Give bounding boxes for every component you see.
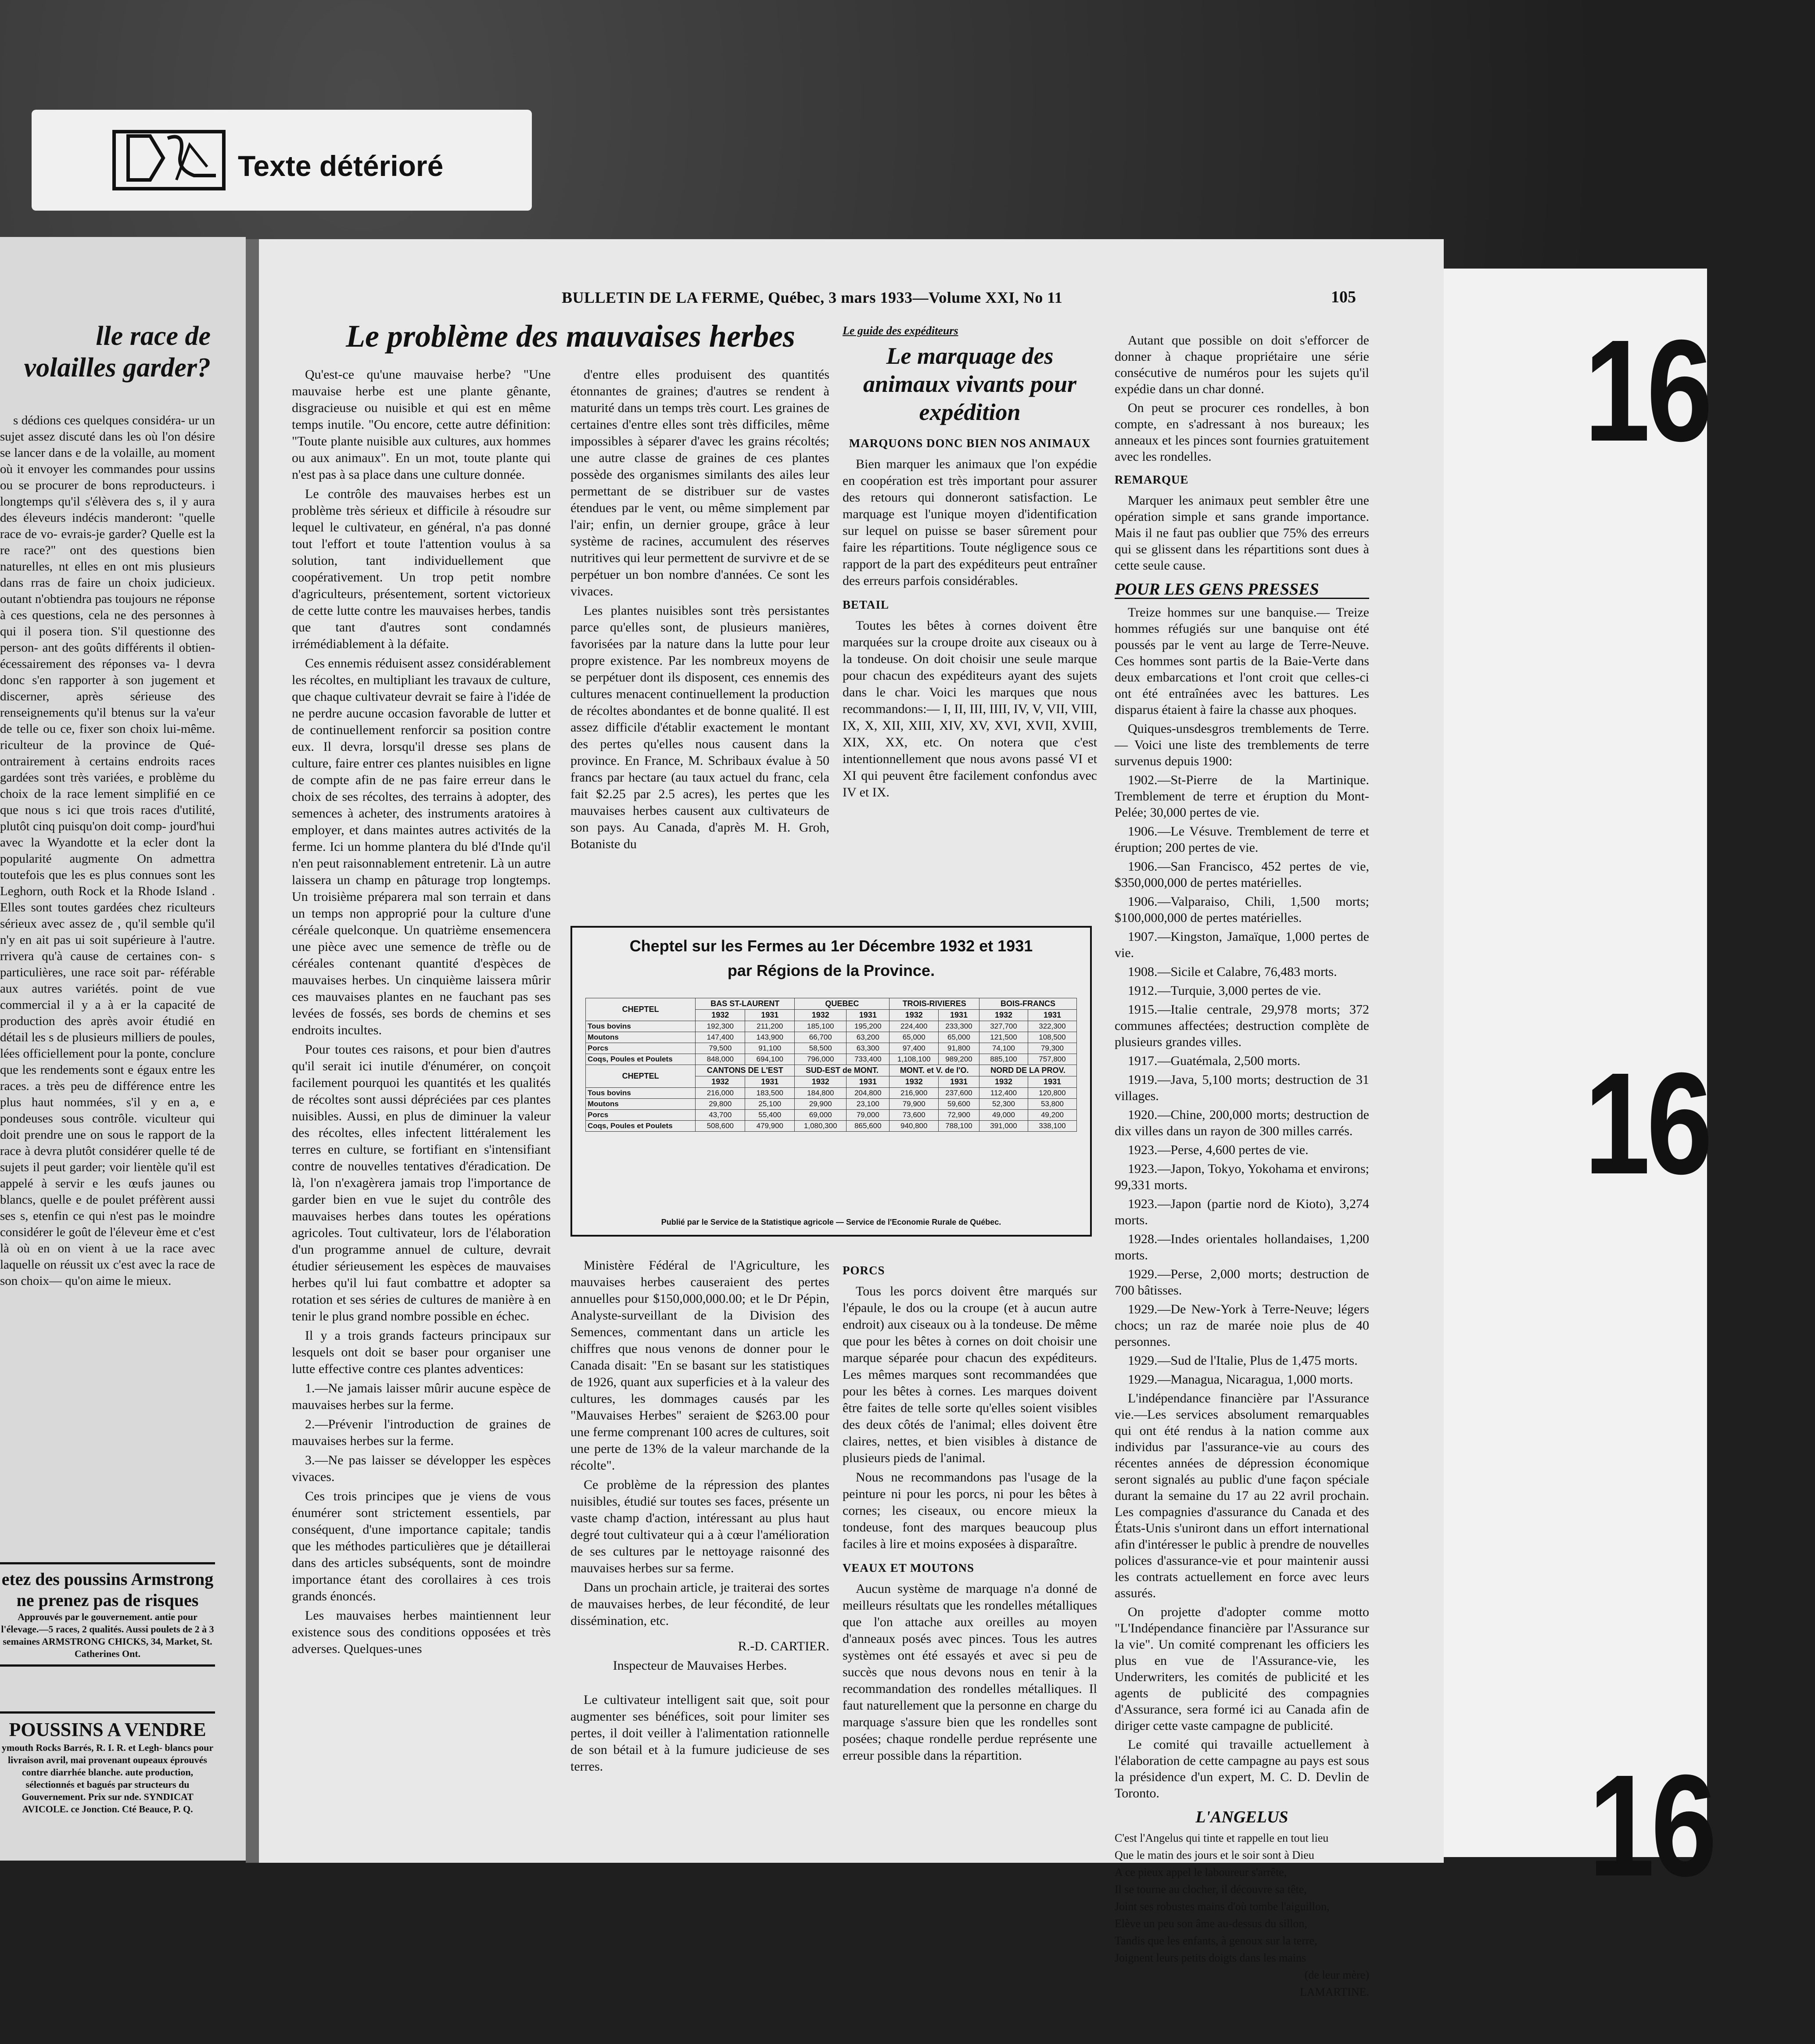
paragraph: Autant que possible on doit s'efforcer de donner à chaque propriétaire une série consécutive de numéros pour les sujets qu'il expédie dans un char donné.	[1115, 333, 1369, 396]
table-row	[586, 1088, 1077, 1099]
table-cell: 79,300	[1028, 1043, 1076, 1054]
paragraph: 1.—Ne jamais laisser mûrir aucune espèce de mauvaises herbes sur la ferme.	[292, 1381, 551, 1412]
row-label: Coqs, Poules et Poulets	[586, 1121, 696, 1132]
paragraph: Les mauvaises herbes maintiennent leur existence sous des conditions opposées et très adverses. Quelques-unes	[292, 1608, 551, 1656]
table-row	[586, 1099, 1077, 1110]
news-item: 1915.—Italie centrale, 29,978 morts; 372 communes affectées; destruction complète de plusieurs grandes villes.	[1115, 1002, 1369, 1049]
row-label: Coqs, Poules et Poulets	[586, 1054, 696, 1065]
table-cell: 43,700	[696, 1110, 745, 1121]
column-header: TROIS-RIVIERES	[890, 998, 979, 1010]
table-cell: 195,200	[847, 1021, 890, 1032]
running-head: BULLETIN DE LA FERME, Québec, 3 mars 1933—Volume XXI, No 11	[562, 289, 1063, 306]
news-item: 1923.—Japon (partie nord de Kioto), 3,274 morts.	[1115, 1197, 1369, 1227]
row-label: Moutons	[586, 1032, 696, 1043]
table-cell: 796,000	[795, 1054, 847, 1065]
year-header: 1932	[795, 1010, 847, 1021]
article-title-weeds: Le problème des mauvaises herbes	[346, 319, 795, 354]
table-cell: 989,200	[939, 1054, 979, 1065]
table-bottom-body	[586, 1088, 1077, 1132]
subheading: MARQUONS DONC BIEN NOS ANIMAUX	[849, 437, 1091, 450]
paragraph: Il y a trois grands facteurs principaux sur lesquels ont doit se baser pour organiser une lutte effective contre ces plantes adventices:	[292, 1328, 551, 1376]
table-header-row	[586, 1065, 1077, 1076]
poem-lines	[1115, 1831, 1369, 1965]
news-item: 1906.—San Francisco, 452 pertes de vie, $350,000,000 de pertes matérielles.	[1115, 859, 1369, 890]
table-cell: 192,300	[696, 1021, 745, 1032]
news-item: 1923.—Japon, Tokyo, Yokohama et environs; 99,331 morts.	[1115, 1162, 1369, 1192]
deteriorated-document-icon	[111, 127, 229, 193]
paragraph: Dans un prochain article, je traiterai des sortes de mauvaises herbes, de leur fécondité, de leur dissémination, etc.	[570, 1580, 829, 1628]
table-row	[586, 1021, 1077, 1032]
table-cell: 183,500	[745, 1088, 795, 1099]
subheading-betail: BETAIL	[843, 598, 890, 611]
news-item: 1902.—St-Pierre de la Martinique. Tremblement de terre et éruption du Mont-Pelée; 30,000 pertes de vie.	[1115, 773, 1369, 820]
year-header: 1931	[1028, 1010, 1076, 1021]
table-cell: 479,900	[745, 1121, 795, 1132]
table-cell: 73,600	[890, 1110, 939, 1121]
table-cell: 49,200	[1028, 1110, 1076, 1121]
paragraph: 3.—Ne pas laisser se développer les espèces vivaces.	[292, 1453, 551, 1484]
news-item: 1906.—Valparaiso, Chili, 1,500 morts; $100,000,000 de pertes matérielles.	[1115, 894, 1369, 925]
table-cell: 216,900	[890, 1088, 939, 1099]
year-header: 1932	[979, 1076, 1028, 1088]
column-header: QUEBEC	[795, 998, 890, 1010]
table-cell: 66,700	[795, 1032, 847, 1043]
table-cell: 216,000	[696, 1088, 745, 1099]
year-header: 1931	[745, 1010, 795, 1021]
ad-armstrong-text: Approuvés par le gouvernement. antie pour l'élevage.—5 races, 2 qualités. Aussi poulets de 2 à 3 semaines ARMSTRONG CHICKS, 34, Market, St. Catherines Ont.	[1, 1611, 214, 1659]
news-items	[1115, 604, 1369, 1801]
news-item: 1906.—Le Vésuve. Tremblement de terre et éruption; 200 pertes de vie.	[1115, 824, 1369, 855]
year-header: 1931	[1028, 1076, 1076, 1088]
table-cell: 184,800	[795, 1088, 847, 1099]
table-header-row	[586, 998, 1077, 1010]
paragraph: Ce problème de la répression des plantes nuisibles, étudié sur toutes ses faces, présente un vaste champ d'action, intéressant au plus haut degré tout cultivateur qui a à cœur l'amélioration de ses cultures par le nettoyage raisonné des mauvaises herbes sur sa ferme.	[570, 1477, 829, 1575]
paragraph: Ces trois principes que je viens de vous énumérer sont strictement essentiels, par conséquent, d'une importance capitale; tandis que les méthodes particulières que je détaillerai dans des articles subséquents, sont de moindre importance étant des corollaires à ces trois grands énoncés.	[292, 1489, 551, 1603]
paragraph: d'entre elles produisent des quantités étonnantes de graines; d'autres se rendent à maturité dans un temps très court. Les graines de certaines d'entre elles sont très difficiles, même impossibles à séparer d'avec les grains récoltés; une autre classe de graines de ces plantes possède des organismes similants des ailes leur permettant de se distribuer sur de vastes étendues par le vent, ou même simplement par l'air; enfin, un dernier groupe, grâce à leur système de racines, accumulent des réserves nutritives qui leur permettent de survivre et de se perpétuer un bon nombre d'années. Ce sont les vivaces.	[570, 367, 829, 599]
year-header: 1931	[745, 1076, 795, 1088]
table-row	[586, 1043, 1077, 1054]
column-header: CHEPTEL	[586, 1065, 696, 1088]
table-cell: 757,800	[1028, 1054, 1076, 1065]
page-number: 105	[1331, 288, 1356, 306]
poem-line: Joint ses robustes mains d'où tombe l'aiguillon,	[1115, 1900, 1330, 1913]
poem-title: L'ANGELUS	[1195, 1808, 1288, 1826]
news-item: 1929.—De New-York à Terre-Neuve; légers chocs; un raz de marée noie plus de 40 personnes.	[1115, 1302, 1369, 1349]
article-weeds-column-2	[570, 366, 829, 855]
table-cell: 233,300	[939, 1021, 979, 1032]
news-item: 1929.—Managua, Nicaragua, 1,000 morts.	[1128, 1372, 1353, 1387]
table-cell: 53,800	[1028, 1099, 1076, 1110]
year-header: 1932	[696, 1076, 745, 1088]
advertisement-poussins	[0, 1711, 215, 1820]
left-partial-page	[0, 237, 246, 1861]
year-header: 1931	[939, 1076, 979, 1088]
table-title-line-1: Cheptel sur les Fermes au 1er Décembre 1932 et 1931	[629, 937, 1033, 955]
row-label: Tous bovins	[586, 1088, 696, 1099]
paragraph: Tous les porcs doivent être marqués sur l'épaule, le dos ou la croupe (et à aucun autre endroit) aux ciseaux ou à la tondeuse. De même que pour les bêtes à cornes on doit choisir une marque séparée pour chacun des expéditeurs. Les mêmes marques sont recommandées que pour les bêtes à cornes. Les marques doivent être faites de telle sorte qu'elles soient visibles des deux côtés de l'animal; elles doivent être claires, nettes, et bien visibles à distance de plusieurs pieds de l'animal.	[843, 1284, 1097, 1465]
left-page-text: s dédions ces quelques considéra- ur un sujet assez discuté dans les où l'on désire se lancer dans e de la volaille, au moment où it envoyer les commandes pour ussins ou se procurer de bons reproducteurs. i longtemps qu'il s'élèvera des s, il y aura des éleveurs indécis manderont: "quelle race de vo- evrais-je garder? Quelle est la re race?" ont des questions bien naturelles, nt elles en ont mis plusieurs dans rras de faire un choix judicieux. outant n'obtiendra pas toujours ne réponse à ces questions, cela ne des personnes à qui il posera tion. S'il questionne des person- ant des goûts différents il obtien- écessairement des réponses va- l devra donc s'en rapporter à son jugement et discerner, après sérieuse des renseignements qu'il btenus sur la va'eur de telle ou ce, fixer son choix lui-même. riculteur de la province de Qué- ontrairement à certains endroits races gardées sont très variées, e problème du choix de la race lement simplifié en ce que nous s ici que trois races d'utilité, plutôt cinq puisqu'on doit comp- jourd'hui avec la Wyandotte et la ecler dont la popularité augmente On admettra toutefois que les es plus connues sont les Leghorn, outh Rock et la Rhode Island . Elles sont toutes gardées chez riculteurs sérieux avec assez de , qu'il semble qu'il n'y en ait pas ui soit supérieure à l'autre. rrivera qu'à cause de certaines con- s particulières, une race soit par- référable aux autres variétés. point de vue commercial il y a à er la capacité de production des après avoir étudié en détail les s de plusieurs milliers de poules, lées officiellement pour la ponte, conclure que les rendements sont e égaux entre les races. a très peu de différence entre les plus haut nommées, s'il y en a, e pondeuses sous contrôle. viculteur qui doit prendre une on sous le rapport de la race à devra plutôt considérer quelle té de sujets il peut garder; voir lientèle qu'il est appelé à servir e les œufs jaunes ou blancs, quelle e de poulet préfèrent aussi ses s, etenfin ce qui n'est pas le moindre considérer le goût de l'éleveur ème et c'est là où en on vient à ue la race avec laquelle on réussit ux c'est avec la race de son choix— qu'on aime le mieux.	[0, 413, 215, 1288]
table-cell: 694,100	[745, 1054, 795, 1065]
paragraph: Ministère Fédéral de l'Agriculture, les mauvaises herbes causeraient des pertes annuelles pour $150,000,000.00; et le Dr Pépin, Analyste-surveillant de la Division des Semences, commentant dans un article les chiffres que nous venons de donner pour le Canada disait: "En se basant sur les statistiques de 1926, quant aux superficies et à la valeur des cultures, les dommages causés par les "Mauvaises Herbes" seraient de $263.00 pour une ferme comprenant 100 acres de cultures, soit une perte de 13% de la valeur marchande de la récolte".	[570, 1258, 829, 1473]
livestock-data-table	[585, 998, 1077, 1132]
paragraph: Marquer les animaux peut sembler être une opération simple et sans grande importance. Mais il ne faut pas oublier que 75% des erreurs qui se glissent dans les répartitions sont dues à cette seule cause.	[1115, 493, 1369, 573]
table-cell: 327,700	[979, 1021, 1028, 1032]
table-cell: 940,800	[890, 1121, 939, 1132]
poem-line: Il se tourne au clocher, il découvre sa tête,	[1115, 1883, 1307, 1896]
table-cell: 185,100	[795, 1021, 847, 1032]
table-cell: 52,300	[979, 1099, 1028, 1110]
newspaper-page	[246, 239, 1444, 1998]
ad-poussins-text: ymouth Rocks Barrés, R. I. R. et Legh- blancs pour livraison avril, mai provenant oupeaux éprouvés contre diarrhée blanche. aute production, sélectionnés et bagués par structeurs du Gouvernement. Prix sur nde. SYNDICAT AVICOLE. ce Jonction. Cté Beauce, P. Q.	[1, 1742, 214, 1814]
row-label: Porcs	[586, 1043, 696, 1054]
page-gutter	[246, 239, 259, 1863]
poem-line: Joignent leurs petits doigts dans les mains	[1115, 1951, 1306, 1964]
news-item: 1907.—Kingston, Jamaïque, 1,000 pertes de vie.	[1115, 929, 1369, 960]
row-label: Porcs	[586, 1110, 696, 1121]
table-cell: 1,108,100	[890, 1054, 939, 1065]
table-cell: 23,100	[847, 1099, 890, 1110]
table-cell: 79,000	[847, 1110, 890, 1121]
paragraph: 2.—Prévenir l'introduction de graines de mauvaises herbes sur la ferme.	[292, 1417, 551, 1448]
news-item: Quiques-unsdesgros tremblements de Terre.— Voici une liste des tremblements de terre survenus depuis 1900:	[1115, 721, 1369, 768]
paragraph: Qu'est-ce qu'une mauvaise herbe? "Une mauvaise herbe est une plante gênante, disgracieuse ou nuisible et qui est en même temps inutile. "Ou encore, cette autre définition: "Toute plante nuisible aux cultures, aux hommes ou aux animaux". En un mot, toute plante qui n'est pas à sa place dans une culture donnée.	[292, 367, 551, 482]
year-header: 1931	[847, 1010, 890, 1021]
poem-line: Que le matin des jours et le soir sont à Dieu	[1115, 1849, 1314, 1861]
table-cell: 91,800	[939, 1043, 979, 1054]
news-item: 1919.—Java, 5,100 morts; destruction de 31 villages.	[1115, 1072, 1369, 1103]
frame-number: 16	[1589, 1744, 1714, 1906]
table-cell: 108,500	[1028, 1032, 1076, 1043]
news-item: 1908.—Sicile et Calabre, 76,483 morts.	[1128, 965, 1337, 979]
year-header: 1932	[979, 1010, 1028, 1021]
news-item: On projette d'adopter comme motto "L'Indépendance financière par l'Assurance sur la vie". Un comité comprenant les officiers les plus en vue de l'Assurance-vie, les Underwriters, les comités de publicité et les agents de publicité des compagnies d'Assurance, sera formé ici au Canada afin de diriger cette vaste campagne de publicité.	[1115, 1605, 1369, 1733]
poem-end: (de leur mère)	[1304, 1969, 1369, 1981]
year-header: 1931	[939, 1010, 979, 1021]
article-title-marking: Le marquage des animaux vivants pour expédition	[863, 343, 1077, 425]
table-cell: 143,900	[745, 1032, 795, 1043]
closing-paragraph: Le cultivateur intelligent sait que, soit pour augmenter ses bénéfices, soit pour limiter ses pertes, il doit veiller à l'alimentation rationnelle de son bétail et à la fumure judicieuse de ses terres.	[570, 1693, 829, 1774]
table-cell: 63,300	[847, 1043, 890, 1054]
news-item: Treize hommes sur une banquise.— Treize hommes réfugiés sur une banquise ont été poussés par le vent au large de Terre-Neuve. Ces hommes sont partis de la Baie-Verte dans deux embarcations et l'ont croit que celles-ci ont été entraînées avec les battures. Les disparus étaient à faire la chasse aux phoques.	[1115, 605, 1369, 717]
table-cell: 69,000	[795, 1110, 847, 1121]
news-item: 1928.—Indes orientales hollandaises, 1,200 morts.	[1115, 1232, 1369, 1262]
column-header: CANTONS DE L'EST	[696, 1065, 795, 1076]
row-label: Tous bovins	[586, 1021, 696, 1032]
news-item: L'indépendance financière par l'Assurance vie.—Les services absolument remarquables qui ont été rendus à la nation comme aux individus par l'assurance-vie au cours des récentes années de dépression économique seront signalés au public d'une façon spéciale durant la semaine du 17 au 22 avril prochain. Les compagnies d'assurance du Canada et des États-Unis s'uniront dans un effort international afin d'intéresser le public à prendre de nouvelles polices d'assurance-vie et pour maintenir aussi les contrats actuellement en force avec leurs assurés.	[1115, 1391, 1369, 1600]
column-header: CHEPTEL	[586, 998, 696, 1021]
poem-line: C'est l'Angelus qui tinte et rappelle en tout lieu	[1115, 1832, 1329, 1844]
table-cell: 237,600	[939, 1088, 979, 1099]
table-cell: 1,080,300	[795, 1121, 847, 1132]
paragraph: Aucun système de marquage n'a donné de meilleurs résultats que les rondelles métalliques que l'on attache aux oreilles au moyen d'anneaux posés avec pinces. Tous les autres systèmes ont été essayés et avec si peu de succès que nous devons nous en tenir à la recommandation des rondelles métalliques. Il faut naturellement que la personne en charge du marquage s'assure bien que les rondelles sont posées; chaque rondelle perdue représente une erreur possible dans la répartition.	[843, 1581, 1097, 1763]
column-header: NORD DE LA PROV.	[979, 1065, 1077, 1076]
advertisement-armstrong	[0, 1562, 215, 1667]
left-page-column	[0, 412, 215, 1289]
subheading-veaux: VEAUX ET MOUTONS	[843, 1561, 975, 1574]
table-cell: 63,200	[847, 1032, 890, 1043]
table-cell: 788,100	[939, 1121, 979, 1132]
table-row	[586, 1121, 1077, 1132]
news-item: 1920.—Chine, 200,000 morts; destruction de dix villes dans un rayon de 300 milles carrés.	[1115, 1108, 1369, 1138]
table-row	[586, 1110, 1077, 1121]
table-cell: 49,000	[979, 1110, 1028, 1121]
table-cell: 29,900	[795, 1099, 847, 1110]
article-weeds-column-1	[292, 366, 551, 1660]
poem-author: LAMARTINE.	[1299, 1986, 1369, 1998]
table-cell: 112,400	[979, 1088, 1028, 1099]
table-cell: 74,100	[979, 1043, 1028, 1054]
table-cell: 79,900	[890, 1099, 939, 1110]
frame-number: 16	[1584, 309, 1709, 471]
table-cell: 25,100	[745, 1099, 795, 1110]
table-row	[586, 1054, 1077, 1065]
column-header: SUD-EST de MONT.	[795, 1065, 890, 1076]
table-top-body	[586, 1021, 1077, 1065]
table-cell: 79,500	[696, 1043, 745, 1054]
column-header: BAS ST-LAURENT	[696, 998, 795, 1010]
year-header: 1932	[696, 1010, 745, 1021]
table-title-line-2: par Régions de la Province.	[727, 961, 935, 979]
article-marking-column	[843, 323, 1097, 803]
livestock-table	[570, 926, 1092, 1237]
table-cell: 58,500	[795, 1043, 847, 1054]
table-cell: 120,800	[1028, 1088, 1076, 1099]
table-cell: 147,400	[696, 1032, 745, 1043]
column-4	[1115, 332, 1369, 2002]
news-item: Le comité qui travaille actuellement à l'élaboration de cette campagne au pays est sous la présidence d'un expert, M. C. D. Devlin de Toronto.	[1115, 1737, 1369, 1800]
subheading-porcs: PORCS	[843, 1264, 885, 1277]
column-header: BOIS-FRANCS	[979, 998, 1077, 1010]
news-item: 1929.—Sud de l'Italie, Plus de 1,475 morts.	[1128, 1353, 1358, 1368]
article-kicker: Le guide des expéditeurs	[843, 324, 958, 337]
paragraph: Toutes les bêtes à cornes doivent être marquées sur la croupe droite aux ciseaux ou à la tondeuse. On doit choisir une seule marque pour chacun des expéditeurs ayant des sujets dans le char. Voici les marques que nous recommandons:— I, II, III, IIII, IV, V, VII, VIII, IX, X, XII, XIII, XIV, XV, XVI, XVII, XVIII, XIX, XX, etc. On notera que c'est intentionnellement que nous avons passé VI et XI qui peuvent être facilement confondus avec IV et IX.	[843, 618, 1097, 800]
table-cell: 848,000	[696, 1054, 745, 1065]
section-heading-news: POUR LES GENS PRESSES	[1115, 581, 1369, 599]
author-signature: R.-D. CARTIER.	[738, 1639, 829, 1653]
table-cell: 733,400	[847, 1054, 890, 1065]
table-cell: 55,400	[745, 1110, 795, 1121]
row-label: Moutons	[586, 1099, 696, 1110]
frame-number: 16	[1584, 1042, 1709, 1204]
table-cell: 204,800	[847, 1088, 890, 1099]
year-header: 1932	[890, 1010, 939, 1021]
table-row	[586, 1032, 1077, 1043]
news-item: 1923.—Perse, 4,600 pertes de vie.	[1128, 1143, 1309, 1157]
news-item: 1929.—Perse, 2,000 morts; destruction de 700 bâtisses.	[1115, 1267, 1369, 1298]
poem-line: Elève un peu son âme au-dessus du sillon,	[1115, 1917, 1308, 1930]
table-cell: 508,600	[696, 1121, 745, 1132]
paragraph: Ces ennemis réduisent assez considérablement les récoltes, en multipliant les travaux de culture, que chaque cultivateur devrait se faire à l'idée de ne perdre aucune occasion favorable de lutter et de continuellement renforcir sa position contre eux. Il devra, lorsqu'il dresse ses plans de culture, faire entrer ces plantes nuisibles en ligne de compte afin de ne pas faire erreur dans le choix de ses récoltes, des terrains à adopter, des semences à acheter, des instruments aratoires à employer, et dans maintes autres activités de la ferme. Ici un homme plantera du blé d'Inde qu'il n'en peut raisonnablement entretenir. Là un autre laissera un champ en pâturage trop longtemps. Un troisième préparera mal son terrain et dans un temps non approprié pour la culture d'une céréale quelconque. Un quatrième ensemencera une pièce avec une semence de trèfle ou de céréales contenant quantité d'espèces de mauvaises herbes. Un cinquième laissera mûrir ces mauvaises plantes en ne fauchant pas ses levées de fossés, ses bords de chemins et ses endroits incultes.	[292, 656, 551, 1037]
deteriorated-text-label	[32, 110, 532, 211]
year-header: 1932	[795, 1076, 847, 1088]
column-header: MONT. et V. de l'O.	[890, 1065, 979, 1076]
year-header: 1931	[847, 1076, 890, 1088]
table-cell: 121,500	[979, 1032, 1028, 1043]
table-cell: 211,200	[745, 1021, 795, 1032]
author-title: Inspecteur de Mauvaises Herbes.	[613, 1658, 787, 1673]
table-cell: 97,400	[890, 1043, 939, 1054]
year-header: 1932	[890, 1076, 939, 1088]
table-cell: 391,000	[979, 1121, 1028, 1132]
table-cell: 59,600	[939, 1099, 979, 1110]
paragraph: Le contrôle des mauvaises herbes est un problème très sérieux et difficile à résoudre sur lequel le cultivateur, en général, n'a pas donné tout l'effort et toute l'attention voulus à sa solution, tant individuellement que coopérativement. Un trop petit nombre d'agriculteurs, présentement, sortent victorieux de cette lutte contre les mauvaises herbes, tandis que tant d'autres sont condamnés irrémédiablement à la défaite.	[292, 487, 551, 651]
news-item: 1912.—Turquie, 3,000 pertes de vie.	[1128, 983, 1321, 998]
table-cell: 865,600	[847, 1121, 890, 1132]
article-marking-column-continued	[843, 1255, 1097, 1767]
ad-poussins-title: POUSSINS A VENDRE	[9, 1719, 206, 1740]
label-text: Texte détérioré	[238, 150, 444, 182]
paragraph: Pour toutes ces raisons, et pour bien d'autres qu'il serait ici inutile d'énumérer, on conçoit facilement pourquoi les quantités et les qualités de récoltes sont aussi dépréciées par ces plantes nuisibles. Aussi, en plus de diminuer la valeur des récoltes, elles infectent littéralement les terres en culture, se fortifiant en s'intensifiant contre de nouvelles tentatives d'éradication. De là, l'on n'exagèrera jamais trop l'importance de garder bien en vue le sujet du contrôle des mauvaises herbes dans toutes les opérations agricoles. Tout cultivateur, lors de l'élaboration d'un programme annuel de culture, devrait étudier sérieusement les espèces de mauvaises herbes qu'il lui faut combattre et adopter sa rotation et ses séries de cultures de manière à en tenir le plus grand nombre possible en échec.	[292, 1042, 551, 1323]
table-cell: 322,300	[1028, 1021, 1076, 1032]
table-cell: 885,100	[979, 1054, 1028, 1065]
table-footer: Publié par le Service de la Statistique agricole — Service de l'Economie Rurale de Québec.	[661, 1218, 1001, 1226]
table-cell: 29,800	[696, 1099, 745, 1110]
poem-line: A ce pieux appel le laboureur s'arrête,	[1115, 1866, 1287, 1879]
table-title	[572, 934, 1090, 983]
paragraph: On peut se procurer ces rondelles, à bon compte, en s'adressant à nos bureaux; les anneaux et les pinces sont fournies gratuitement avec les rondelles.	[1115, 401, 1369, 464]
table-cell: 224,400	[890, 1021, 939, 1032]
paragraph: Bien marquer les animaux que l'on expédie en coopération est très important pour assurer des retours qui donneront satisfaction. Le marquage est l'unique moyen d'identification sur lequel on puisse se baser sûrement pour faire les répartitions. Toute négligence sous ce rapport de la part des expéditeurs peut entraîner des erreurs parfois considérables.	[843, 457, 1097, 588]
article-weeds-column-2-continued	[570, 1257, 829, 1778]
table-cell: 65,000	[890, 1032, 939, 1043]
paragraph: Les plantes nuisibles sont très persistantes parce qu'elles sont, de plusieurs manières, favorisées par la nature dans la lutte pour leur propre existence. Par les nombreux moyens de se perpétuer dont ils disposent, ces ennemis des cultures menacent continuellement la production de récoltes abondantes et de bonne qualité. Il est assez difficile d'établir exactement le montant des pertes qu'elles nous causent dans la province. En France, M. Schribaux évalue à 50 francs par hectare (au taux actuel du franc, cela fait $2.25 par 2.5 acres), les pertes que les mauvaises herbes causent aux cultivateurs de son pays. Au Canada, d'après M. H. Groh, Botaniste du	[570, 603, 829, 851]
table-cell: 91,100	[745, 1043, 795, 1054]
table-cell: 72,900	[939, 1110, 979, 1121]
poem-line: Tandis que les enfants, à genoux sur la terre,	[1115, 1934, 1317, 1947]
table-cell: 65,000	[939, 1032, 979, 1043]
table-cell: 338,100	[1028, 1121, 1076, 1132]
paragraph: Nous ne recommandons pas l'usage de la peinture ni pour les porcs, ni pour les bêtes à cornes; les ciseaux, ou encore mieux la tondeuse, font des marques beaucoup plus faciles à lire et moins exposées à disparaître.	[843, 1470, 1097, 1551]
left-page-heading: lle race de volailles garder?	[24, 321, 211, 383]
ad-armstrong-title: etez des poussins Armstrong ne prenez pas de risques	[1, 1569, 214, 1610]
subheading-remarque: REMARQUE	[1115, 473, 1189, 486]
news-item: 1917.—Guatémala, 2,500 morts.	[1128, 1054, 1301, 1068]
